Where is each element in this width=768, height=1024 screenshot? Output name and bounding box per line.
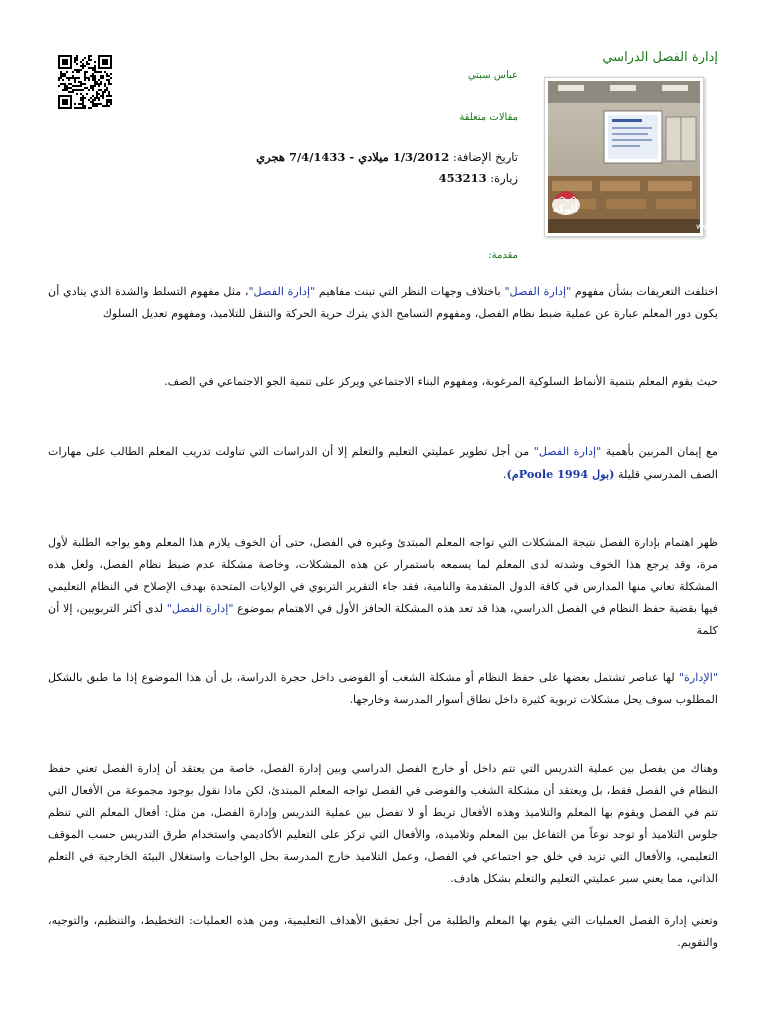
visit-count — [439, 171, 518, 185]
photo-watermark: www.alukah.net — [696, 222, 760, 231]
term-quote: "الإدارة" — [678, 671, 718, 684]
paragraph-text: باختلاف وجهات النظر التي تبنت مفاهيم — [315, 285, 505, 298]
paragraph-1 — [48, 281, 718, 325]
paragraph-text: . — [502, 468, 507, 481]
term-quote: "إدارة الفصل" — [533, 445, 602, 458]
paragraph-text: اختلفت التعريفات بشأن مفهوم — [571, 285, 718, 298]
paragraph-6: وهناك من يفصل بين عملية التدريس التي تتم داخل أو خارج الفصل الدراسي وبين إدارة الفصل، خاصة من يعتقد أن إدارة الفصل تعني حفظ النظام في الفصل فقط، بل ويعتقد أن مشكلة الشغب والفوضى في الفصل تواجه المعلم المبتدئ، لكن ماذا نقول بوجود مجموعة من الأفعال التي تتم في الفصل ويقوم بها المعلم والتلاميذ وهذه الأفعال تربط أو لا تفصل بين عملية التدريس وإدارة الفصل، من مثل: أفعال المعلم التي تنظم جلوس التلاميذ أو توجد نوعاً من التفاعل بين المعلم وتلاميذه، والأفعال التي تركز على التعليم الأكاديمي واستخدام طرق التدريس حسب الموقف التعليمي، والأفعال التي تزيد في خلق جو اجتماعي في الفصل، وعمل التلاميذ خارج المدرسة بحل الواجبات واستغلال البيئة الخارجية في التعلم الذاتي، مما يعني سير عمليتي التعليم والتعلم بشكل هادف. — [48, 762, 718, 885]
page-title: إدارة الفصل الدراسي — [602, 50, 718, 65]
paragraph-text: ، مثل مفهوم التسلط والشدة الذي ينادي أن يكون دور المعلم عبارة عن عملية ضبط نظام الفصل، ومفهوم التسامح الذي يترك حرية الحركة والتنقل للتلاميذ، ومفهوم تعديل السلوك — [48, 285, 718, 320]
term-quote: "إدارة الفصل" — [248, 285, 316, 298]
date-label: تاريخ الإضافة: — [452, 150, 518, 164]
paragraph-text: من أجل تطوير عمليتي التعليم والتعلم إلا أن الدراسات التي تناولت تدريب المعلم الطالب على مهارات الصف المدرسي قليلة — [48, 445, 718, 481]
paragraph-7: وتعني إدارة الفصل العمليات التي يقوم بها المعلم والطلبة من أجل تحقيق الأهداف التعليمية، ومن هذه العمليات: التخطيط، والتنظيم، والتوجيه، والتقويم. — [48, 914, 718, 949]
term-quote: "إدارة الفصل" — [504, 285, 572, 298]
paragraph-text: مع إيمان المربين بأهمية — [601, 445, 718, 458]
paragraph-text: لدى أكثر التربويين، إلا أن كلمة — [48, 602, 718, 637]
paragraph-2: حيث يقوم المعلم بتنمية الأنماط السلوكية المرغوبة، ومفهوم البناء الاجتماعي ويركز على تنمية الجو الاجتماعي في الصف. — [164, 375, 718, 388]
intro-heading: مقدمة: — [488, 250, 518, 261]
term-quote: "إدارة الفصل" — [166, 602, 234, 615]
date-added — [256, 150, 518, 164]
visits-value: 453213 — [438, 171, 487, 185]
paragraph-3 — [48, 441, 718, 486]
author-name[interactable]: عباس سبتي — [467, 70, 518, 81]
paragraph-text: لها عناصر تشتمل بعضها على حفظ النظام أو مشكلة الشغب أو الفوضى داخل حجرة الدراسة، بل أن هذا الموضوع إذا ما طبق بالشكل المطلوب سوف يحل مشكلات تربوية كثيرة داخل نطاق أسوار المدرسة وخارجها. — [48, 671, 718, 706]
date-value: 1/3/2012 ميلادي - 7/4/1433 هجري — [256, 150, 450, 164]
citation: (بول Poole 1994م) — [506, 467, 615, 481]
paragraph-text: ظهر اهتمام بإدارة الفصل نتيجة المشكلات التي تواجه المعلم المبتدئ وغيره في الفصل، حتى أن الخوف يلازم هذا المعلم وهو يواجه الطلبة لأول مرة، وقد يرجع هذا الخوف وشدته لدى المعلم لما يسمعه باستمرار عن هذه المشكلات، وخاصة مشكلة عدم ضبط نظام الفصل، ولعل هذه المشكلة تعاني منها المدارس في كافة الدول المتقدمة والنامية، فقد جاء التقرير التربوي في الولايات المتحدة بهدف الإصلاح في النظام التعليمي فيها بقضية حفظ النظام في الفصل الدراسي، هذا قد تعد هذه المشكلة الحافز الأول في الاهتمام بموضوع — [48, 536, 718, 615]
visits-label: زيارة: — [490, 171, 518, 185]
photo-logo: أَلوكة — [552, 204, 578, 215]
related-articles-link[interactable]: مقالات متعلقة — [459, 112, 518, 123]
qr-code — [58, 55, 112, 109]
paragraph-5 — [48, 667, 718, 711]
paragraph-4 — [48, 532, 718, 642]
article-photo — [544, 77, 760, 237]
